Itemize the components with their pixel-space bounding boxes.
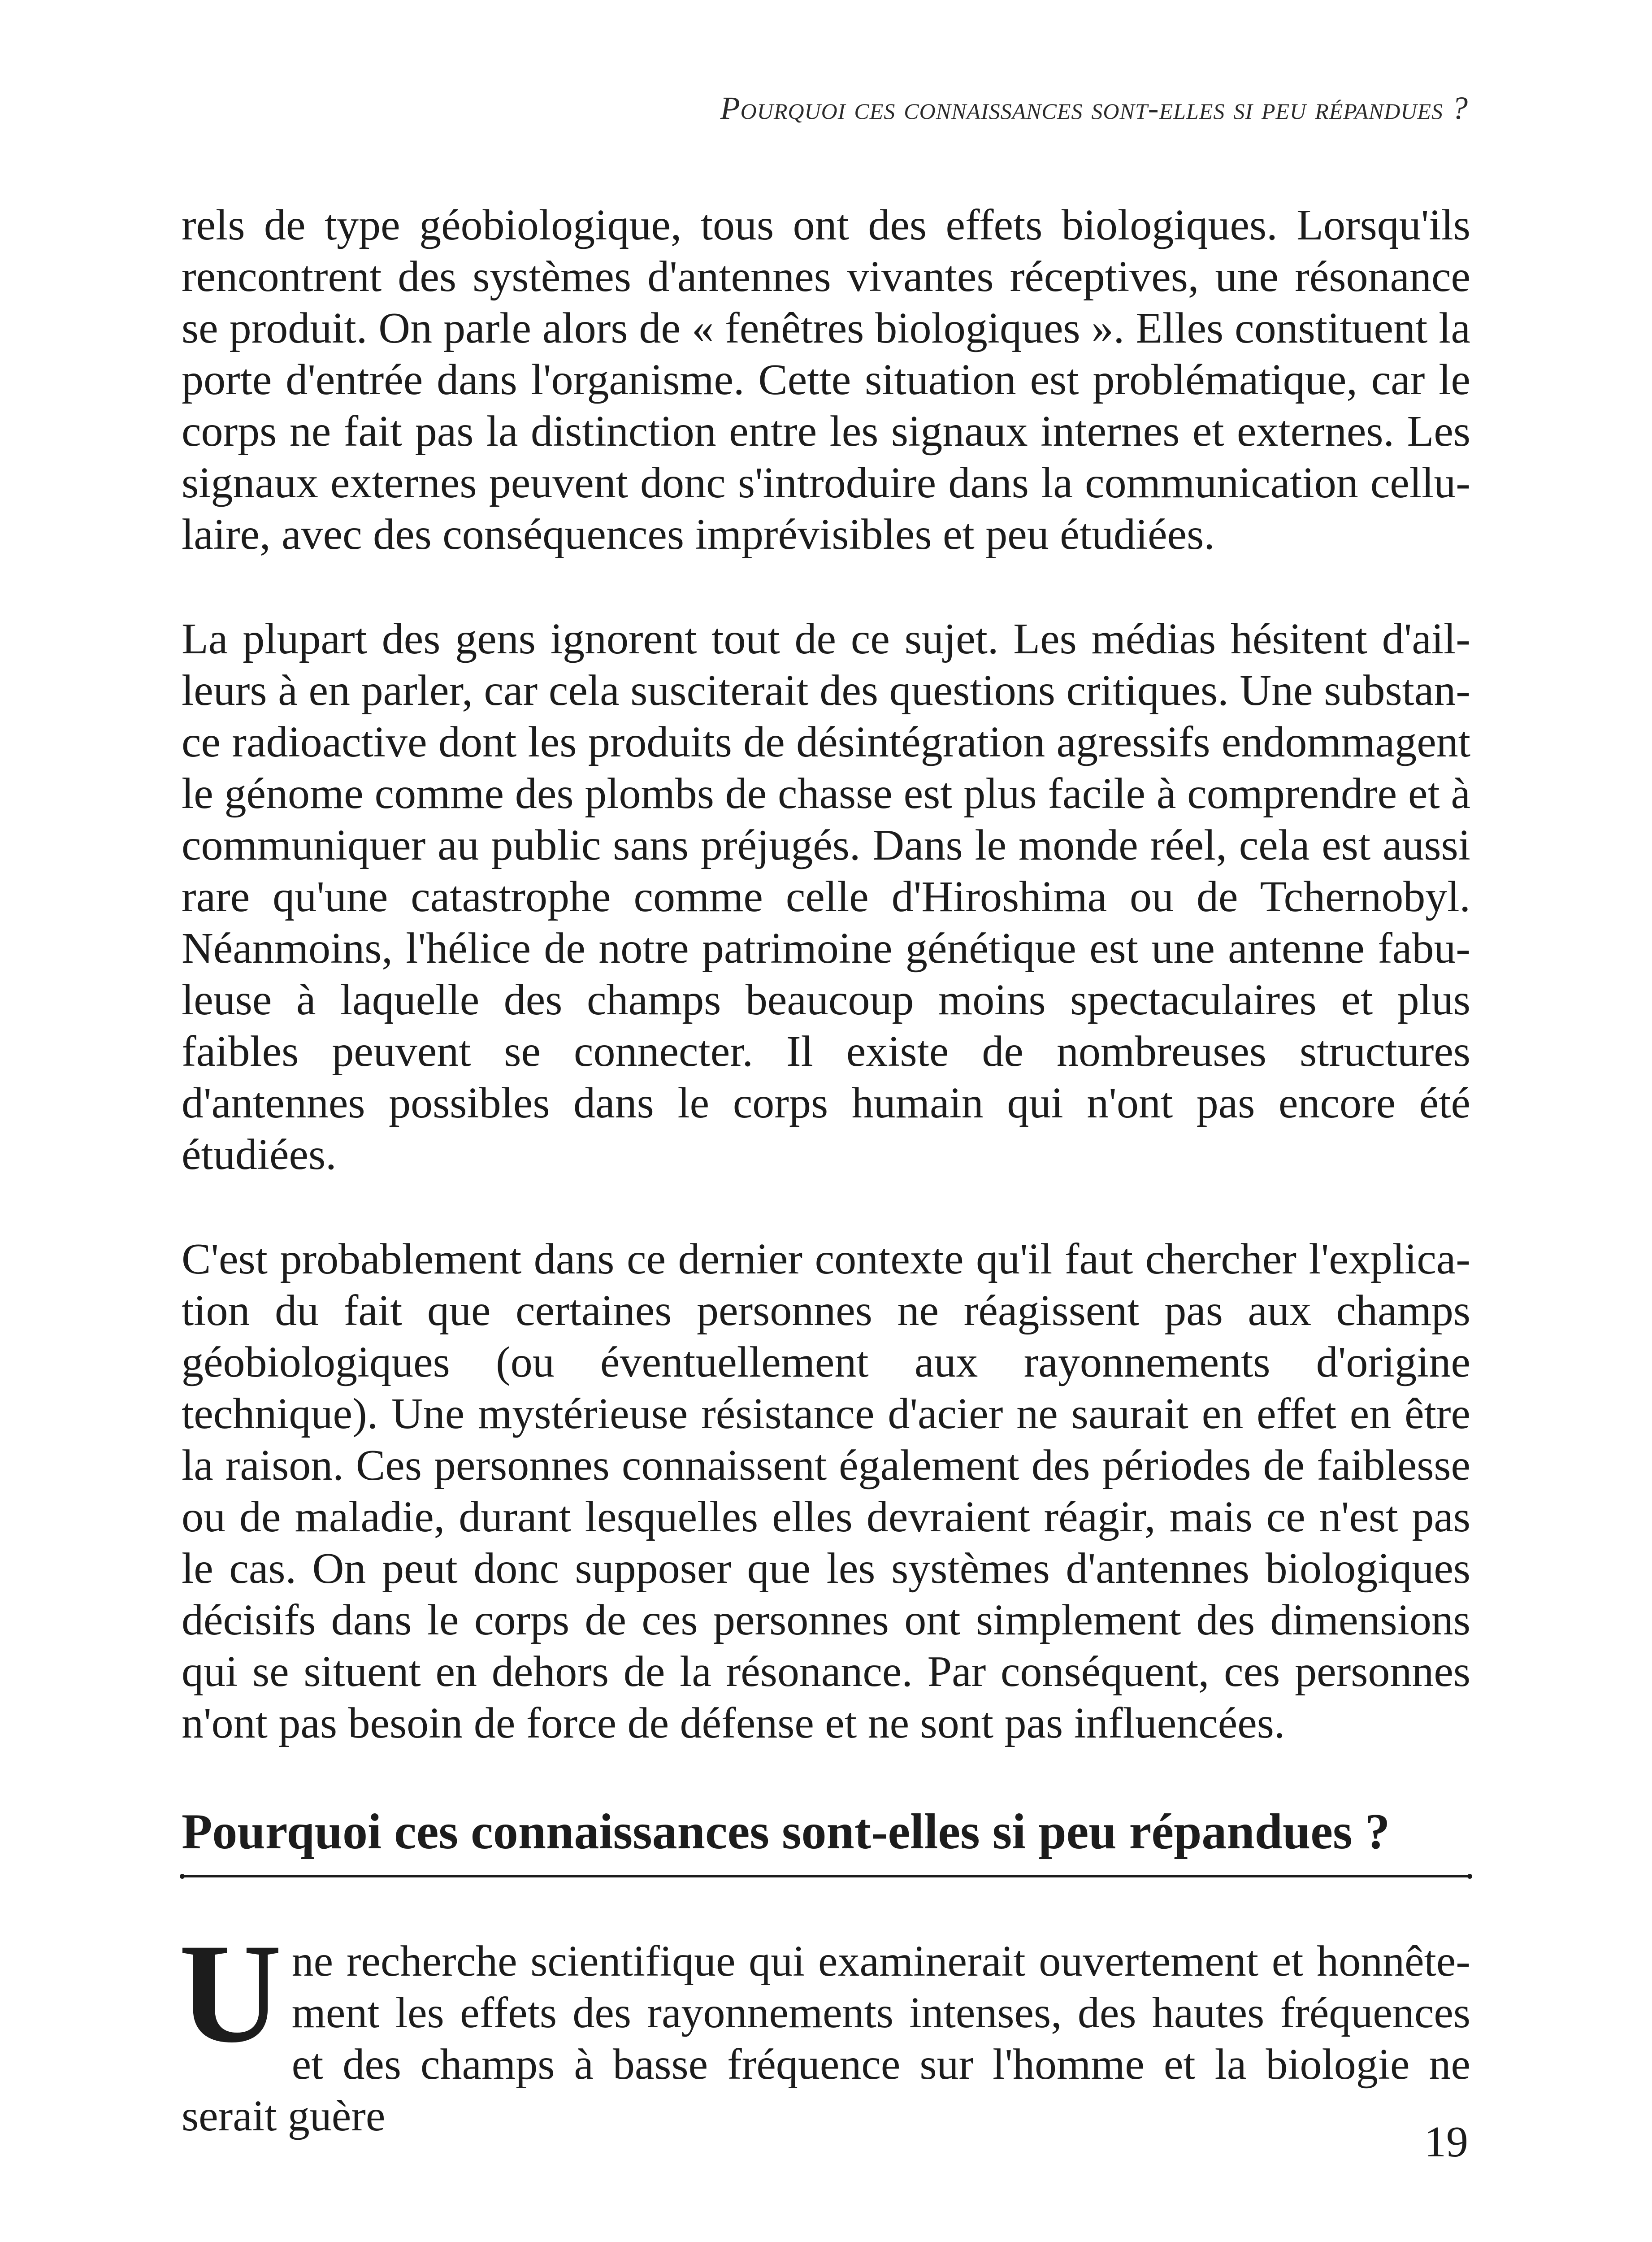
page-body <box>179 200 1470 2142</box>
drop-cap: U <box>179 1914 282 2072</box>
body-paragraph-1: rels de type géobiologique, tous ont des effets biologiques. Lorsqu'ils rencontrent des systèmes d'antennes vivantes réceptives, une résonance se produit. On parle alors de « fenêtres biologiques ». Elles constituent la porte d'entrée dans l'organisme. Cette situation est problématique, car le corps ne fait pas la distinction entre les signaux internes et externes. Les signaux externes peuvent donc s'introduire dans la communication cellulaire, avec des conséquences imprévisibles et peu étudiées. <box>182 201 1470 559</box>
section-opening-paragraph <box>179 1914 1470 2142</box>
page-number: 19 <box>1424 2118 1468 2166</box>
section-opening-text: ne recherche scientifique qui examinerait ouvertement et honnêtement les effets des rayonnements intenses, des hautes fréquences et des champs à basse fréquence sur l'homme et la biologie ne serait guère <box>182 1937 1470 2140</box>
heading-rule-dot-right <box>1467 1874 1472 1879</box>
heading-rule <box>182 1874 1470 1878</box>
body-paragraph-3: C'est probablement dans ce dernier contexte qu'il faut chercher l'explication du fait que certaines personnes ne réagissent pas aux champs géobiologiques (ou éventuellement aux rayonnements d'origine technique). Une mystérieuse résistance d'acier ne saurait en effet en être la raison. Ces personnes connaissent également des périodes de faiblesse ou de maladie, durant lesquelles elles devraient réagir, mais ce n'est pas le cas. On peut donc supposer que les systèmes d'antennes biologiques décisifs dans le corps de ces personnes ont simplement des dimensions qui se situent en dehors de la résonance. Par conséquent, ces personnes n'ont pas besoin de force de défense et ne sont pas influencées. <box>182 1235 1470 1747</box>
heading-rule-line <box>182 1875 1470 1877</box>
body-paragraph-2: La plupart des gens ignorent tout de ce sujet. Les médias hésitent d'ailleurs à en parler, car cela susciterait des questions critiques. Une substance radioactive dont les produits de désintégration agressifs endommagent le génome comme des plombs de chasse est plus facile à comprendre et à communiquer au public sans préjugés. Dans le monde réel, cela est aussi rare qu'une catastrophe comme celle d'Hiroshima ou de Tchernobyl. Néanmoins, l'hélice de notre patrimoine génétique est une antenne fabuleuse à laquelle des champs beaucoup moins spectaculaires et plus faibles peuvent se connecter. Il existe de nombreuses structures d'antennes possibles dans le corps humain qui n'ont pas encore été étudiées. <box>182 615 1470 1179</box>
section-heading: Pourquoi ces connaissances sont-elles si peu répandues ? <box>182 1804 1390 1860</box>
running-header: Pourquoi ces connaissances sont-elles si peu répandues ? <box>720 90 1468 126</box>
heading-rule-dot-left <box>180 1874 185 1879</box>
